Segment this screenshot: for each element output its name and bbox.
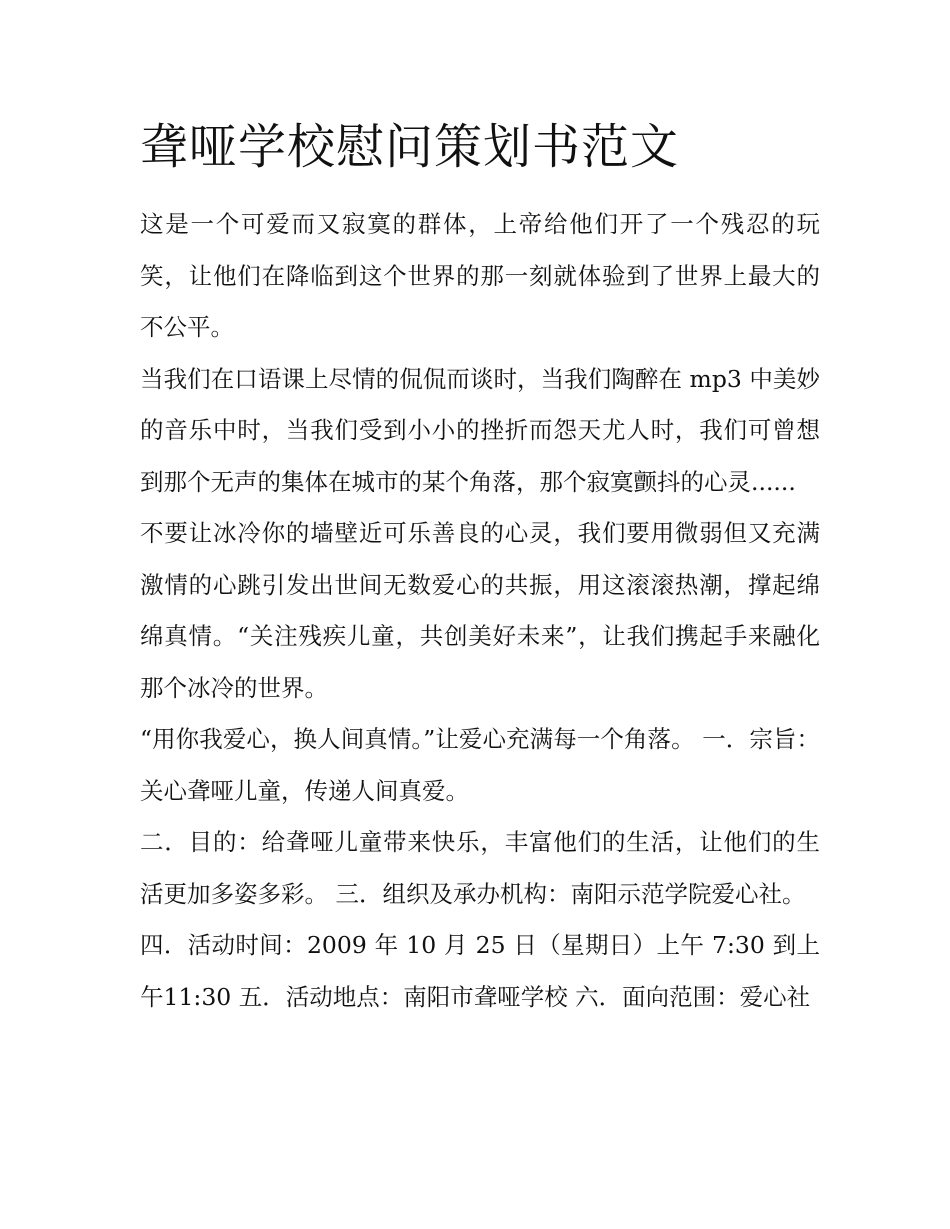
paragraph-intro: 这是一个可爱而又寂寞的群体，上帝给他们开了一个残忍的玩笑，让他们在降临到这个世界的那一刻就体验到了世界上最大的不公平。 [140,210,820,341]
paragraph-purpose: “用你我爱心，换人间真情。”让爱心充满每一个角落。 一．宗旨：关心聋哑儿童，传递人间真爱。 [140,725,820,805]
paragraph-appeal: 不要让冰冷你的墙壁近可乐善良的心灵，我们要用微弱但又充满激情的心跳引发出世间无数爱心的共振，用这滚滚热潮，撑起绵绵真情。“关注残疾儿童，共创美好未来”，让我们携起手来融化那个冰冷的世界。 [140,519,820,702]
paragraph-time-place: 四．活动时间：2009 年 10 月 25 日（星期日）上午 7:30 到上午11:30 五．活动地点：南阳市聋哑学校 六．面向范围：爱心社 [140,931,820,1011]
paragraph-reflection: 当我们在口语课上尽情的侃侃而谈时，当我们陶醉在 mp3 中美妙的音乐中时，当我们受到小小的挫折而怨天尤人时，我们可曾想到那个无声的集体在城市的某个角落，那个寂寞颤抖的心灵...... [140,364,820,496]
document-body [140,199,820,1023]
document-title: 聋哑学校慰问策划书范文 [140,119,680,175]
paragraph-goals-organizer: 二．目的：给聋哑儿童带来快乐，丰富他们的生活，让他们的生活更加多姿多彩。 三．组织及承办机构：南阳示范学院爱心社。 [140,828,820,908]
